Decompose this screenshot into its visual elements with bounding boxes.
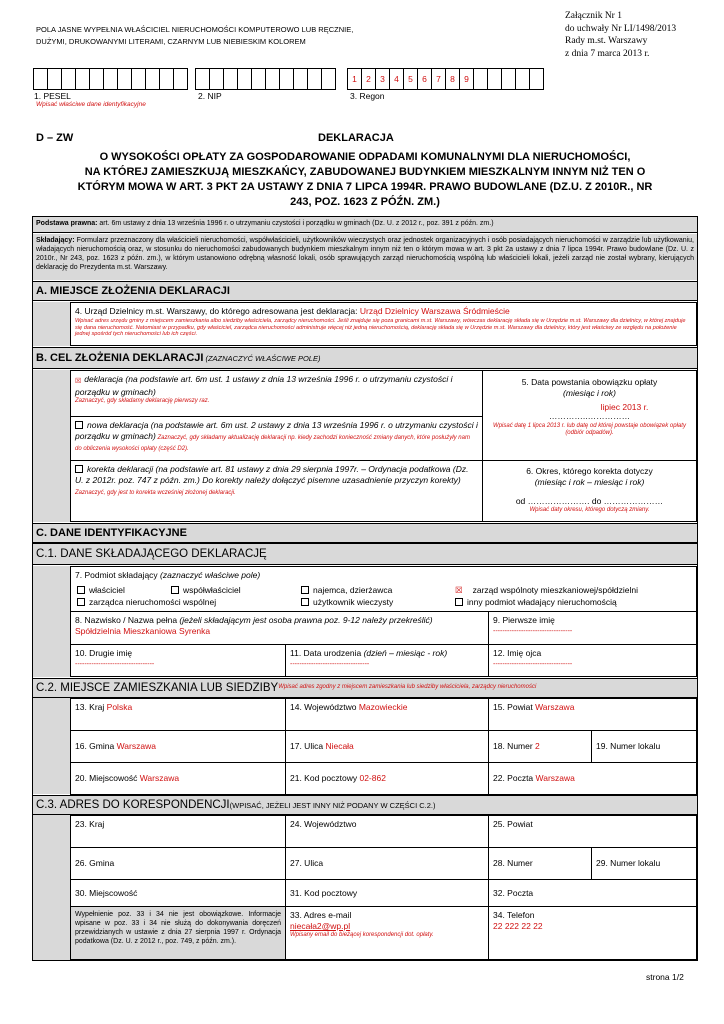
form-type: DEKLARACJA xyxy=(318,132,394,144)
field-33-hint: Wpisany email do bieżącej korespondencji dot. opłaty. xyxy=(290,932,434,938)
pesel-boxes[interactable] xyxy=(33,68,187,90)
field-30-label: 30. Miejscowość xyxy=(75,888,138,898)
field-23-country[interactable] xyxy=(70,815,286,848)
field-26-commune[interactable] xyxy=(70,847,286,880)
attachment-line2: do uchwały Nr LI/1498/2013 xyxy=(565,23,677,34)
field-11-birth-date[interactable] xyxy=(285,644,489,677)
form-title xyxy=(40,150,690,210)
attachment-line4: z dnia 7 marca 2013 r. xyxy=(565,48,650,59)
entity-other: inny podmiot władający nieruchomością xyxy=(467,597,617,607)
pesel-hint: Wpisać właściwe dane identyfikacyjne xyxy=(36,101,146,108)
page-number: strona 1/2 xyxy=(646,972,684,982)
field-27-street[interactable] xyxy=(285,847,489,880)
checkbox-icon[interactable] xyxy=(301,598,309,606)
field-11-dashes: ---------------------------------- xyxy=(290,661,370,668)
purpose-option-declaration[interactable] xyxy=(70,370,483,417)
nip-label: 2. NIP xyxy=(198,91,222,101)
field-6-correction-period[interactable] xyxy=(482,460,697,522)
purpose-option-correction[interactable] xyxy=(70,460,483,522)
field-21-label: 21. Kod pocztowy xyxy=(290,773,360,783)
field-11-note: (dzień – miesiąc - rok) xyxy=(361,648,448,658)
field-5-dots: …………..…………… xyxy=(548,411,631,421)
field-14-value: Mazowieckie xyxy=(358,702,408,712)
field-5-sub: (miesiąc i rok) xyxy=(563,388,616,398)
section-c2-hint: Wpisać adres zgodny z miejscem zamieszkania lub siedziby właściciela, zarządcy nieruchomości xyxy=(278,684,537,691)
section-b-note: (ZAZNACZYĆ WŁAŚCIWE POLE) xyxy=(205,353,321,363)
field-25-label: 25. Powiat xyxy=(493,819,533,829)
purpose-option-new[interactable] xyxy=(70,416,483,461)
field-21-postal-code[interactable] xyxy=(285,762,489,795)
field-10-second-name[interactable] xyxy=(70,644,286,677)
field-31-postal-code[interactable] xyxy=(285,879,489,907)
regon-digit: 1 xyxy=(347,68,362,90)
field-24-label: 24. Województwo xyxy=(290,819,357,829)
field-5-hint: Wpisać datę 1 lipca 2013 r. lub datę od której powstaje obowiązek opłaty (odbiór odpadów). xyxy=(493,423,686,437)
attachment-note xyxy=(565,10,715,60)
field-33-email[interactable] xyxy=(285,906,489,960)
checkbox-icon[interactable] xyxy=(77,598,85,606)
entity-owner: właściciel xyxy=(89,585,125,595)
field-34-value: 22 222 22 22 xyxy=(493,921,543,931)
field-28-number[interactable] xyxy=(488,847,592,880)
field-16-value: Warszawa xyxy=(116,741,156,751)
field-30-city[interactable] xyxy=(70,879,286,907)
purpose-option-correction-text: korekta deklaracji (na podstawie art. 81 ustawy z dnia 29 sierpnia 1997r. – Ordynacja podatkowa (Dz. U. z 2012r. poz. 747 z późn. zm.) Do korekty należy dołączyć pisemne uzasadnienie przyczyn korekty) xyxy=(75,464,469,485)
section-c3-title: C.3. ADRES DO KORESPONDENCJI xyxy=(36,799,230,811)
section-c3-header xyxy=(33,795,697,815)
checkbox-icon[interactable] xyxy=(171,586,179,594)
purpose-option-new-hint: Zaznaczyć, gdy składamy aktualizację deklaracji np. kiedy zachodzi konieczność zmiany danych, które posłużyły nam do obliczenia wysokości opłaty (część D2). xyxy=(75,435,470,453)
filer-text: Formularz przeznaczony dla właścicieli nieruchomości, współwłaścicieli, użytkowników wieczystych oraz jednostek organizacyjnych i osób posiadających nieruchomości w zarządzie lub użytkowaniu, władających nieruchomością oraz, w stosunku do nieruchomości zabudowanych budynkiem mieszkalnym innym niż ten o którym mowa w art. 3 pkt 2a ustawy z dnia 7 lipca 1994r. Prawo budowlane (Dz. U. z 2010r., Nr 243, poz. 1623 z późn. zm.), w którym ustanowiono odrębną własność lokali, osób sprawujących zarząd nieruchomością wspólną lub właścicieli lokali, jeżeli zarząd nie został wybrany, kierujących deklarację do Prezydenta m.st. Warszawy. xyxy=(36,237,694,271)
regon-boxes[interactable] xyxy=(347,68,543,90)
field-12-dashes: ---------------------------------- xyxy=(493,661,573,668)
field-6-hint: Wpisać daty okresu, którego dotyczą zmiany. xyxy=(529,507,650,513)
field-5-label: 5. Data powstania obowiązku opłaty xyxy=(521,377,658,387)
regon-digit: 6 xyxy=(417,68,432,90)
checkbox-checked-icon[interactable]: ☒ xyxy=(455,585,463,595)
field-25-county[interactable] xyxy=(488,815,697,848)
form-title-line2: NA KTÓREJ ZAMIESZKUJĄ MIESZKAŃCY, ZABUDOWANEJ BUDYNKIEM MIESZKALNYM INNYM NIŻ TEN O xyxy=(84,166,646,178)
field-34-label: 34. Telefon xyxy=(493,910,535,920)
entity-co-owner: współwłaściciel xyxy=(183,585,241,595)
field-8-label: 8. Nazwisko / Nazwa pełna xyxy=(75,615,178,625)
field-4-label: 4. Urząd Dzielnicy m.st. Warszawy, do którego adresowana jest deklaracja: xyxy=(75,306,360,316)
field-10-dashes: ---------------------------------- xyxy=(75,661,155,668)
field-8-note: (jeżeli składającym jest osoba prawna poz. 9-12 należy przekreślić) xyxy=(177,615,433,625)
field-15-value: Warszawa xyxy=(535,702,575,712)
contact-note: Wypełnienie poz. 33 i 34 nie jest obowiązkowe. Informacje wpisane w poz. 33 i 34 nie służą do dokonywania doręczeń przewidzianych w ustawie z dnia 27 sierpnia 1997 r. Ordynacja podatkowa (Dz. U. z 2012 r., poz. 749, z późn. zm.). xyxy=(70,906,286,960)
field-16-commune[interactable] xyxy=(70,730,286,763)
field-12-father-name[interactable] xyxy=(488,644,697,677)
field-7-entity[interactable] xyxy=(70,566,697,612)
field-17-value: Niecała xyxy=(325,741,354,751)
field-32-post-office[interactable] xyxy=(488,879,697,907)
field-26-label: 26. Gmina xyxy=(75,858,115,868)
regon-digit: 2 xyxy=(361,68,376,90)
field-22-label: 22. Poczta xyxy=(493,773,536,783)
field-33-label: 33. Adres e-mail xyxy=(290,910,352,920)
field-21-value: 02-862 xyxy=(359,773,386,783)
purpose-option-declaration-text: deklaracja (na podstawie art. 6m ust. 1 ustawy z dnia 13 września 1996 r. o utrzymaniu czystości i porządku w gminach) xyxy=(75,374,453,397)
nip-boxes[interactable] xyxy=(195,68,335,90)
field-13-label: 13. Kraj xyxy=(75,702,107,712)
legal-basis-text: art. 6m ustawy z dnia 13 września 1996 r. o utrzymaniu czystości i porządku w gminach (Dz. U. z 2012 r., poz. 391 z późn. zm.) xyxy=(97,220,494,227)
field-5-value: lipiec 2013 r. xyxy=(600,402,649,412)
entity-perpetual-user: użytkownik wieczysty xyxy=(313,597,394,607)
field-28-label: 28. Numer xyxy=(493,858,533,868)
field-34-phone[interactable] xyxy=(488,906,697,960)
fill-instructions-line2: DUŻYMI, DRUKOWANYMI LITERAMI, CZARNYM LUB NIEBIESKIM KOLOREM xyxy=(36,37,306,46)
field-7-note: (zaznaczyć właściwe pole) xyxy=(157,570,261,580)
checkbox-checked-icon[interactable]: ☒ xyxy=(75,378,82,385)
field-29-label: 29. Numer lokalu xyxy=(596,858,661,868)
section-c2-title: C.2. MIEJSCE ZAMIESZKANIA LUB SIEDZIBY xyxy=(36,682,279,694)
field-14-voivodeship[interactable] xyxy=(285,698,489,731)
field-17-street[interactable] xyxy=(285,730,489,763)
section-a-header: A. MIEJSCE ZŁOŻENIA DEKLARACJI xyxy=(33,281,697,301)
checkbox-icon[interactable] xyxy=(301,586,309,594)
pesel-label: 1. PESEL xyxy=(34,91,71,101)
field-9-dashes: ---------------------------------- xyxy=(493,628,573,635)
legal-basis xyxy=(33,217,697,233)
checkbox-icon[interactable] xyxy=(75,421,83,429)
field-27-label: 27. Ulica xyxy=(290,858,324,868)
field-15-label: 15. Powiat xyxy=(493,702,536,712)
field-20-label: 20. Miejscowość xyxy=(75,773,140,783)
section-b-header xyxy=(33,347,697,369)
checkbox-icon[interactable] xyxy=(455,598,463,606)
regon-digit: 4 xyxy=(389,68,404,90)
field-7-label: 7. Podmiot składający xyxy=(75,570,158,580)
fill-instructions xyxy=(36,24,396,48)
field-19-label: 19. Numer lokalu xyxy=(596,741,661,751)
field-4-hint: Wpisać adres urzędu gminy z miejscem zamieszkania albo siedziby właściciela, zarządcy nieruchomości. Jeśli znajduje się poza granicami m.st. Warszawy, wówczas deklarację składa się w Urzędzie m.st. Warszawy dla dzielnicy, w której znajduje się dana nieruchomość. Natomiast w przypadku, gdy właściciel, zarządca nieruchomości administruje więcej niż jedną nieruchomością, deklarację składa się w Urzędzie m.st. Warszawy dla dzielnicy, który jest właściwy ze względu na położenie jednej spośród tych nieruchomości lub ich części. xyxy=(75,318,686,338)
regon-digit: 7 xyxy=(431,68,446,90)
field-11-label: 11. Data urodzenia xyxy=(290,648,362,658)
section-c-header: C. DANE IDENTYFIKACYJNE xyxy=(33,523,697,543)
entity-tenant: najemca, dzierżawca xyxy=(313,585,393,595)
regon-digit: 9 xyxy=(459,68,474,90)
section-c2-header xyxy=(33,678,697,698)
fill-instructions-line1: POLA JASNE WYPEŁNIA WŁAŚCICIEL NIERUCHOMOŚCI KOMPUTEROWO LUB RĘCZNIE, xyxy=(36,25,354,34)
section-c3-note: (WPISAĆ, JEŻELI JEST INNY NIŻ PODANY W CZĘŚCI C.2.) xyxy=(229,800,436,810)
field-18-value: 2 xyxy=(535,741,540,751)
entity-manager: zarządca nieruchomości wspólnej xyxy=(89,597,217,607)
form-code: D – ZW xyxy=(36,132,74,144)
field-14-label: 14. Województwo xyxy=(290,702,359,712)
field-15-county[interactable] xyxy=(488,698,697,731)
field-4-office[interactable] xyxy=(70,302,697,346)
field-24-voivodeship[interactable] xyxy=(285,815,489,848)
field-13-country[interactable] xyxy=(70,698,286,731)
regon-label: 3. Regon xyxy=(350,91,385,101)
field-13-value: Polska xyxy=(106,702,133,712)
regon-digit: 5 xyxy=(403,68,418,90)
purpose-option-declaration-hint: Zaznaczyć, gdy składamy deklarację pierwszy raz. xyxy=(75,398,210,404)
attachment-line1: Załącznik Nr 1 xyxy=(565,11,622,21)
field-5-obligation-date[interactable] xyxy=(482,370,697,461)
entity-community-board: zarząd wspólnoty mieszkaniowej/spółdzielni xyxy=(472,585,638,595)
section-b-title: B. CEL ZŁOŻENIA DEKLARACJI xyxy=(36,352,204,364)
filer-info xyxy=(33,234,697,280)
form-title-line1: O WYSOKOŚCI OPŁATY ZA GOSPODAROWANIE ODPADAMI KOMUNALNYMI DLA NIERUCHOMOŚCI, xyxy=(99,151,631,163)
field-33-value[interactable]: niecała2@wp.pl xyxy=(290,921,351,931)
field-4-value: Urząd Dzielnicy Warszawa Śródmieście xyxy=(359,306,510,316)
filer-label: Składający: xyxy=(36,237,75,244)
field-8-name[interactable] xyxy=(70,611,489,645)
purpose-option-new-text: nowa deklaracja (na podstawie art. 6m ust. 2 ustawy z dnia 13 września 1996 r. o utrzymaniu czystości i porządku w gminach) xyxy=(75,420,478,441)
checkbox-icon[interactable] xyxy=(77,586,85,594)
field-17-label: 17. Ulica xyxy=(290,741,326,751)
legal-basis-label: Podstawa prawna: xyxy=(36,220,98,227)
field-19-apartment[interactable] xyxy=(591,730,697,763)
field-9-first-name[interactable] xyxy=(488,611,697,645)
field-6-label: 6. Okres, którego korekta dotyczy xyxy=(526,466,653,476)
checkbox-icon[interactable] xyxy=(75,465,83,473)
field-29-apartment[interactable] xyxy=(591,847,697,880)
field-8-value: Spółdzielnia Mieszkaniowa Syrenka xyxy=(75,626,211,636)
field-20-value: Warszawa xyxy=(139,773,180,783)
field-10-label: 10. Drugie imię xyxy=(75,648,133,658)
field-6-range: od …………………. do ………………… xyxy=(515,496,664,506)
field-16-label: 16. Gmina xyxy=(75,741,117,751)
field-12-label: 12. Imię ojca xyxy=(493,648,542,658)
field-6-sub: (miesiąc i rok – miesiąc i rok) xyxy=(534,477,645,487)
field-18-label: 18. Numer xyxy=(493,741,536,751)
field-9-label: 9. Pierwsze imię xyxy=(493,615,555,625)
attachment-line3: Rady m.st. Warszawy xyxy=(565,36,648,46)
field-23-label: 23. Kraj xyxy=(75,819,105,829)
field-31-label: 31. Kod pocztowy xyxy=(290,888,358,898)
regon-digit: 3 xyxy=(375,68,390,90)
form-title-line3: KTÓRYM MOWA W ART. 3 PKT 2A USTAWY Z DNIA 7 LIPCA 1994R. PRAWO BUDOWLANE (DZ.U. Z 2010R., NR xyxy=(77,181,653,193)
form-title-line4: 243, POZ. 1623 Z PÓŹN. ZM.) xyxy=(290,196,440,208)
regon-digit: 8 xyxy=(445,68,460,90)
field-20-city[interactable] xyxy=(70,762,286,795)
field-22-value: Warszawa xyxy=(535,773,575,783)
field-18-number[interactable] xyxy=(488,730,592,763)
purpose-option-correction-hint: Zaznaczyć, gdy jest to korekta wcześniej złożonej deklaracji. xyxy=(75,490,236,497)
field-22-post-office[interactable] xyxy=(488,762,697,795)
field-32-label: 32. Poczta xyxy=(493,888,534,898)
section-c1-header: C.1. DANE SKŁADAJĄCEGO DEKLARACJĘ xyxy=(33,543,697,565)
